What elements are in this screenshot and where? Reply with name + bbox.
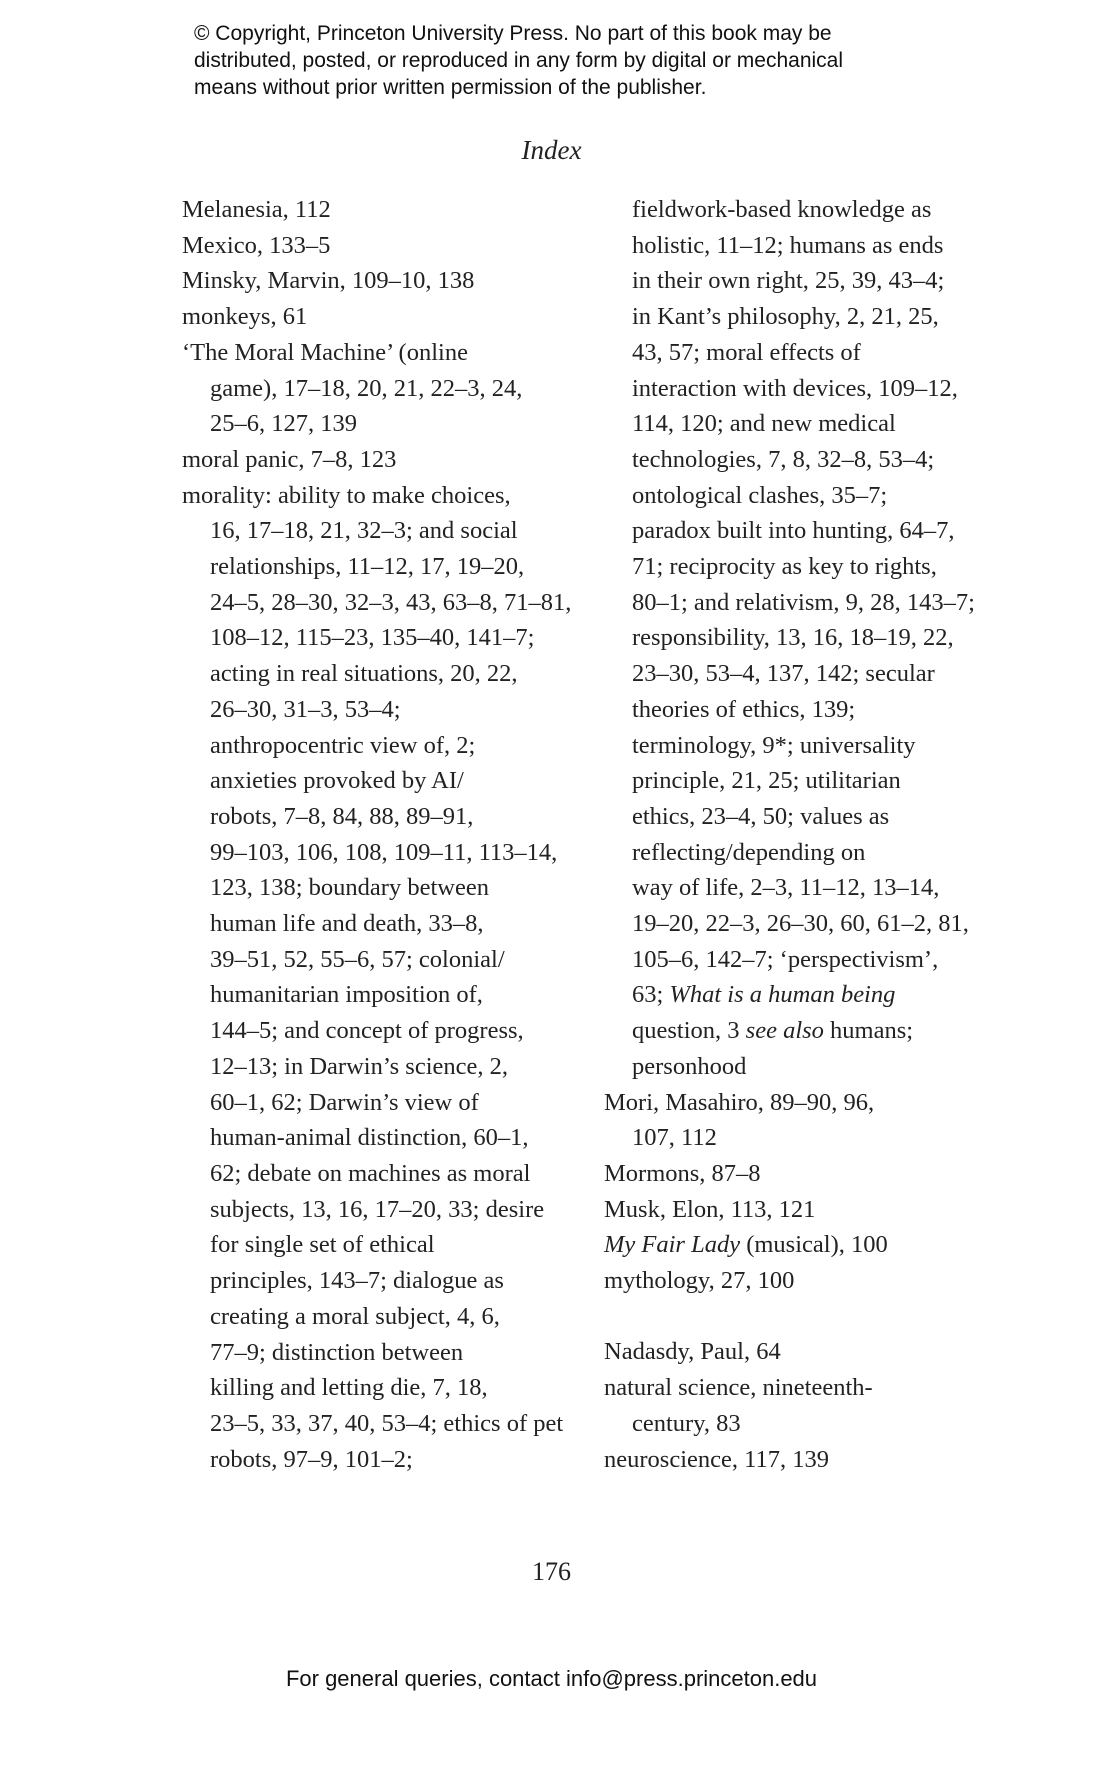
index-entry-continuation: 23–30, 53–4, 137, 142; secular bbox=[632, 660, 935, 688]
index-entry-continuation: relationships, 11–12, 17, 19–20, bbox=[210, 553, 525, 581]
index-entry: ‘The Moral Machine’ (online bbox=[182, 338, 468, 366]
index-entry-continuation: anxieties provoked by AI/ bbox=[210, 767, 464, 795]
index-entry-continuation: holistic, 11–12; humans as ends bbox=[632, 231, 944, 259]
index-entry-continuation: responsibility, 13, 16, 18–19, 22, bbox=[632, 624, 954, 652]
index-column-left bbox=[182, 192, 572, 1477]
index-text: humans; bbox=[823, 1017, 914, 1045]
see-also-label: see also bbox=[745, 1017, 824, 1045]
copyright-line: means without prior written permission of the publisher. bbox=[194, 76, 707, 99]
index-entry-continuation: robots, 97–9, 101–2; bbox=[210, 1445, 413, 1473]
index-entry-continuation: acting in real situations, 20, 22, bbox=[210, 660, 518, 688]
index-entry-continuation: human life and death, 33–8, bbox=[210, 910, 484, 938]
index-entry-continuation: interaction with devices, 109–12, bbox=[632, 374, 958, 402]
footer-contact: For general queries, contact info@press.princeton.edu bbox=[285, 1666, 818, 1691]
index-text: question, 3 bbox=[632, 1017, 746, 1045]
index-entry-continuation: 71; reciprocity as key to rights, bbox=[632, 553, 937, 581]
index-entry-continuation: humanitarian imposition of, bbox=[210, 981, 483, 1009]
index-entry: Musk, Elon, 113, 121 bbox=[604, 1195, 816, 1223]
index-entry-continuation: in Kant’s philosophy, 2, 21, 25, bbox=[632, 303, 939, 331]
index-entry-continuation: 114, 120; and new medical bbox=[632, 410, 896, 438]
section-gap bbox=[604, 1299, 1024, 1335]
index-italic-text: My Fair Lady bbox=[604, 1231, 741, 1259]
index-entry-continuation: principles, 143–7; dialogue as bbox=[210, 1267, 504, 1295]
index-entry-continuation: 23–5, 33, 37, 40, 53–4; ethics of pet bbox=[210, 1409, 564, 1437]
index-entry-continuation: in their own right, 25, 39, 43–4; bbox=[632, 267, 945, 295]
copyright-line: © Copyright, Princeton University Press. No part of this book may be bbox=[194, 22, 832, 45]
index-entry-continuation: reflecting/depending on bbox=[632, 838, 866, 866]
index-entry-continuation: 99–103, 106, 108, 109–11, 113–14, bbox=[210, 838, 558, 866]
index-entry-continuation: 144–5; and concept of progress, bbox=[210, 1017, 524, 1045]
index-entry-continuation: 108–12, 115–23, 135–40, 141–7; bbox=[210, 624, 535, 652]
index-entry bbox=[604, 1227, 1024, 1263]
index-entry-continuation: 26–30, 31–3, 53–4; bbox=[210, 695, 401, 723]
index-entry-continuation: ontological clashes, 35–7; bbox=[632, 481, 888, 509]
index-entry-continuation: human-animal distinction, 60–1, bbox=[210, 1124, 529, 1152]
index-entry-continuation: 25–6, 127, 139 bbox=[210, 410, 357, 438]
index-entry-continuation: 80–1; and relativism, 9, 28, 143–7; bbox=[632, 588, 975, 616]
index-column-right bbox=[604, 192, 1024, 1477]
running-head: Index bbox=[521, 135, 582, 165]
copyright-notice bbox=[194, 20, 934, 101]
index-entry-continuation: 62; debate on machines as moral bbox=[210, 1159, 531, 1187]
index-entry: Mori, Masahiro, 89–90, 96, bbox=[604, 1088, 875, 1116]
page-number: 176 bbox=[532, 1557, 571, 1586]
index-entry-continuation: robots, 7–8, 84, 88, 89–91, bbox=[210, 802, 474, 830]
index-entry: morality: ability to make choices, bbox=[182, 481, 511, 509]
index-entry: Minsky, Marvin, 109–10, 138 bbox=[182, 267, 475, 295]
index-entry-continuation: principle, 21, 25; utilitarian bbox=[632, 767, 901, 795]
index-entry: Nadasdy, Paul, 64 bbox=[604, 1338, 781, 1366]
index-entry-continuation: paradox built into hunting, 64–7, bbox=[632, 517, 955, 545]
index-entry: moral panic, 7–8, 123 bbox=[182, 445, 397, 473]
index-entry-continuation: 123, 138; boundary between bbox=[210, 874, 489, 902]
index-entry-continuation: anthropocentric view of, 2; bbox=[210, 731, 476, 759]
index-entry-continuation: 19–20, 22–3, 26–30, 60, 61–2, 81, bbox=[632, 910, 969, 938]
index-entry: Mormons, 87–8 bbox=[604, 1159, 761, 1187]
index-entry: Melanesia, 112 bbox=[182, 196, 331, 223]
index-entry-continuation: for single set of ethical bbox=[210, 1231, 435, 1259]
index-entry-continuation: creating a moral subject, 4, 6, bbox=[210, 1302, 500, 1330]
index-entry-continuation bbox=[604, 1013, 1024, 1049]
index-entry-continuation: 60–1, 62; Darwin’s view of bbox=[210, 1088, 479, 1116]
index-entry-continuation: terminology, 9*; universality bbox=[632, 731, 916, 759]
index-entry-continuation: 39–51, 52, 55–6, 57; colonial/ bbox=[210, 945, 505, 973]
index-entry-continuation: personhood bbox=[632, 1052, 747, 1080]
copyright-line: distributed, posted, or reproduced in any form by digital or mechanical bbox=[194, 49, 844, 72]
index-entry: Mexico, 133–5 bbox=[182, 231, 331, 259]
index-entry-continuation: 24–5, 28–30, 32–3, 43, 63–8, 71–81, bbox=[210, 588, 572, 616]
index-entry-continuation: century, 83 bbox=[632, 1409, 741, 1437]
index-entry: neuroscience, 117, 139 bbox=[604, 1445, 829, 1473]
index-entry-continuation: fieldwork-based knowledge as bbox=[632, 196, 932, 223]
index-entry: natural science, nineteenth- bbox=[604, 1374, 873, 1402]
index-entry: monkeys, 61 bbox=[182, 303, 308, 331]
index-entry-continuation: killing and letting die, 7, 18, bbox=[210, 1374, 488, 1402]
index-entry-continuation: game), 17–18, 20, 21, 22–3, 24, bbox=[210, 374, 523, 402]
index-text: (musical), 100 bbox=[740, 1231, 888, 1259]
index-text: 63; bbox=[632, 981, 670, 1009]
index-entry-continuation: technologies, 7, 8, 32–8, 53–4; bbox=[632, 445, 935, 473]
index-entry-continuation: theories of ethics, 139; bbox=[632, 695, 856, 723]
index-entry-continuation: ethics, 23–4, 50; values as bbox=[632, 802, 890, 830]
index-entry-continuation: 12–13; in Darwin’s science, 2, bbox=[210, 1052, 509, 1080]
index-entry-continuation: 107, 112 bbox=[632, 1124, 717, 1152]
index-entry-continuation: way of life, 2–3, 11–12, 13–14, bbox=[632, 874, 940, 902]
index-entry-continuation: 77–9; distinction between bbox=[210, 1338, 464, 1366]
index-entry-continuation: 105–6, 142–7; ‘perspectivism’, bbox=[632, 945, 939, 973]
index-entry-continuation bbox=[604, 977, 1024, 1013]
index-entry-continuation: 43, 57; moral effects of bbox=[632, 338, 861, 366]
index-entry: mythology, 27, 100 bbox=[604, 1267, 795, 1295]
index-entry-continuation: subjects, 13, 16, 17–20, 33; desire bbox=[210, 1195, 545, 1223]
index-italic-text: What is a human being bbox=[669, 981, 896, 1009]
index-entry-continuation: 16, 17–18, 21, 32–3; and social bbox=[210, 517, 518, 545]
